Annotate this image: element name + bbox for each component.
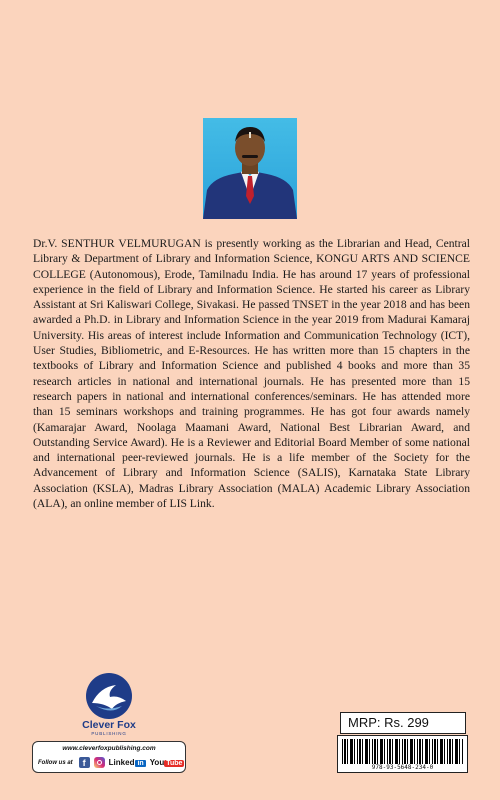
publisher-name: Clever Fox <box>82 719 136 731</box>
publisher-logo <box>78 670 140 736</box>
youtube-icon[interactable]: You Tube <box>149 758 183 767</box>
instagram-icon[interactable] <box>94 757 105 768</box>
author-biography: Dr.V. SENTHUR VELMURUGAN is presently working as the Librarian and Head, Central Library & Department of Library and Information Science, KONGU ARTS AND SCIENCE COLLEGE (Autonomous), Erode, Tamilnadu India. He has around 17 years of professional experience in the field of Library and Information Science. He started his career as Library Assistant at Sri Kaliswari College, Sivakasi. He passed TNSET in the year 2018 and has been awarded a Ph.D. in Library and Information Science in the year 2019 from Madurai Kamaraj University. His areas of interest include Information and Communication Technology (ICT), User Studies, Bibliometric, and E-Resources. He has written more than 15 chapters in the textbooks of Library and Information Science and published 4 books and more than 35 research articles in national and international journals. He has presented more than 15 research papers in national and international conferences/seminars. He has attended more than 15 seminars workshops and training programmes. He has got four awards namely (Kamarajar Award, Noolaga Maamani Award, National Best Librarian Award, and Outstanding Service Award). He is a Reviewer and Editorial Board Member of some national and international peer-reviewed journals. He is a life member of the Society for the Advancement of Library and Information Science (SALIS), Karnataka State Library Association (KSLA), Madras Library Association (MALA) Academic Library Association (ALA), an online member of LIS Link. <box>33 237 470 511</box>
website-link[interactable]: www.cleverfoxpublishing.com <box>62 745 156 752</box>
author-photo <box>203 118 297 219</box>
social-links-box <box>32 741 186 773</box>
price-label: MRP: Rs. 299 <box>340 712 466 734</box>
follow-label: Follow us at <box>38 759 73 766</box>
follow-row <box>38 756 184 769</box>
fox-icon <box>86 673 132 719</box>
barcode <box>337 735 468 773</box>
barcode-bars <box>342 739 463 764</box>
publisher-tagline: PUBLISHING <box>91 731 127 736</box>
isbn-number: 978-93-5648-234-0 <box>371 764 434 771</box>
linkedin-icon[interactable]: Linked in <box>108 758 144 767</box>
author-portrait-icon <box>203 118 297 219</box>
facebook-icon[interactable]: f <box>79 757 90 768</box>
